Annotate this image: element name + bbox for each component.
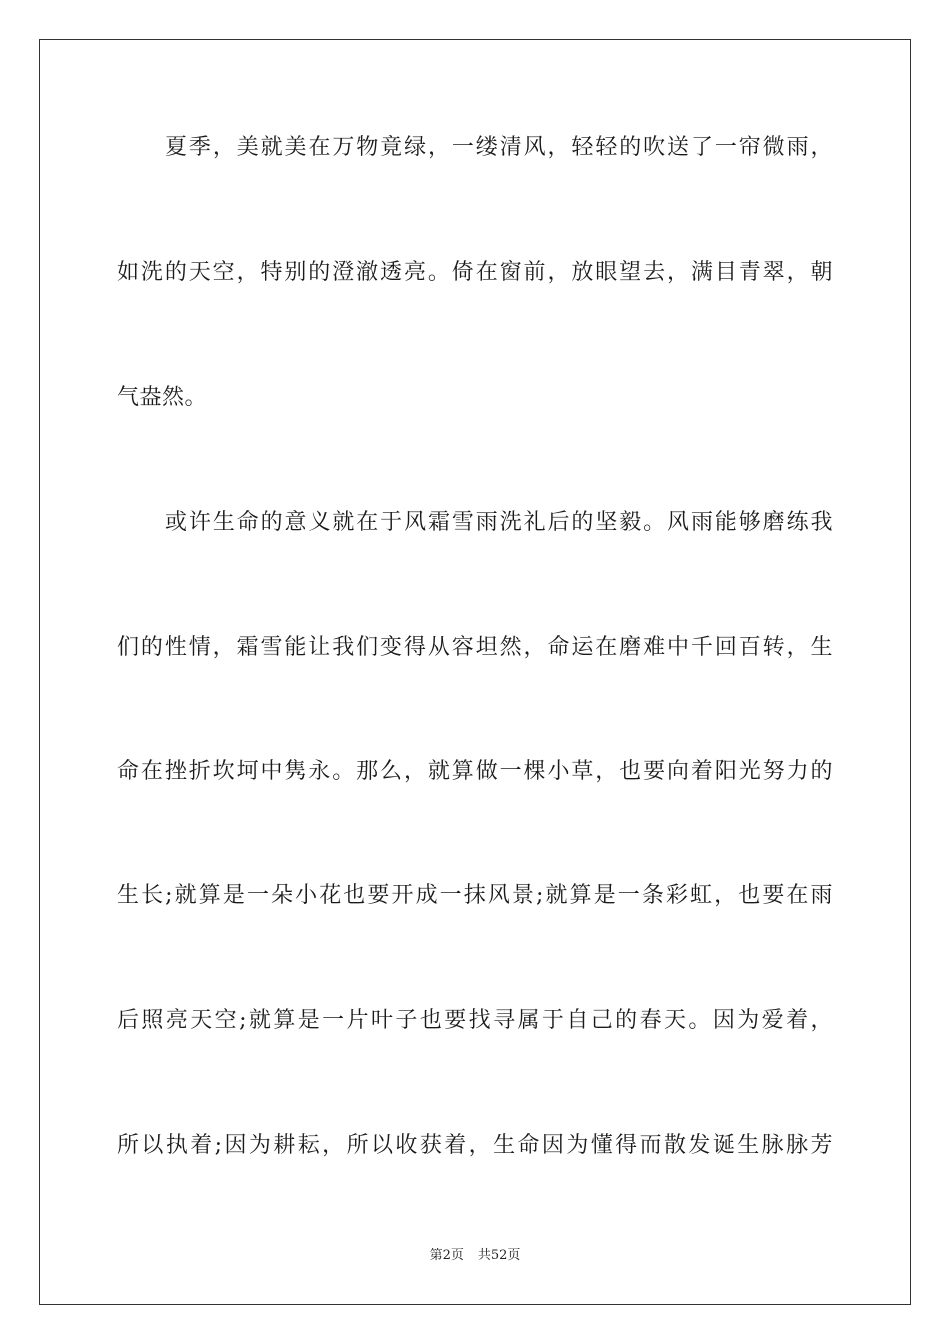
paragraph-2-line-1: 或许生命的意义就在于风霜雪雨洗礼后的坚毅。风雨能够磨练我 — [165, 510, 833, 535]
page-total: 共52页 — [477, 1248, 521, 1263]
page-border — [39, 39, 911, 1305]
paragraph-1-line-2: 如洗的天空，特别的澄澈透亮。倚在窗前，放眼望去，满目青翠，朝 — [117, 260, 833, 285]
paragraph-2-line-2: 们的性情，霜雪能让我们变得从容坦然，命运在磨难中千回百转，生 — [117, 635, 833, 660]
page-number: 第2页 — [429, 1248, 464, 1263]
page-footer — [0, 1247, 950, 1265]
paragraph-2-line-4: 生长;就算是一朵小花也要开成一抹风景;就算是一条彩虹，也要在雨 — [117, 883, 833, 908]
paragraph-1-line-1: 夏季，美就美在万物竟绿，一缕清风，轻轻的吹送了一帘微雨， — [165, 135, 833, 160]
paragraph-2-line-5: 后照亮天空;就算是一片叶子也要找寻属于自己的春天。因为爱着， — [117, 1008, 833, 1033]
paragraph-2-line-6: 所以执着;因为耕耘，所以收获着，生命因为懂得而散发诞生脉脉芳 — [117, 1133, 833, 1158]
paragraph-1-line-3: 气盎然。 — [117, 385, 208, 410]
paragraph-2-line-3: 命在挫折坎坷中隽永。那么，就算做一棵小草，也要向着阳光努力的 — [117, 759, 833, 784]
